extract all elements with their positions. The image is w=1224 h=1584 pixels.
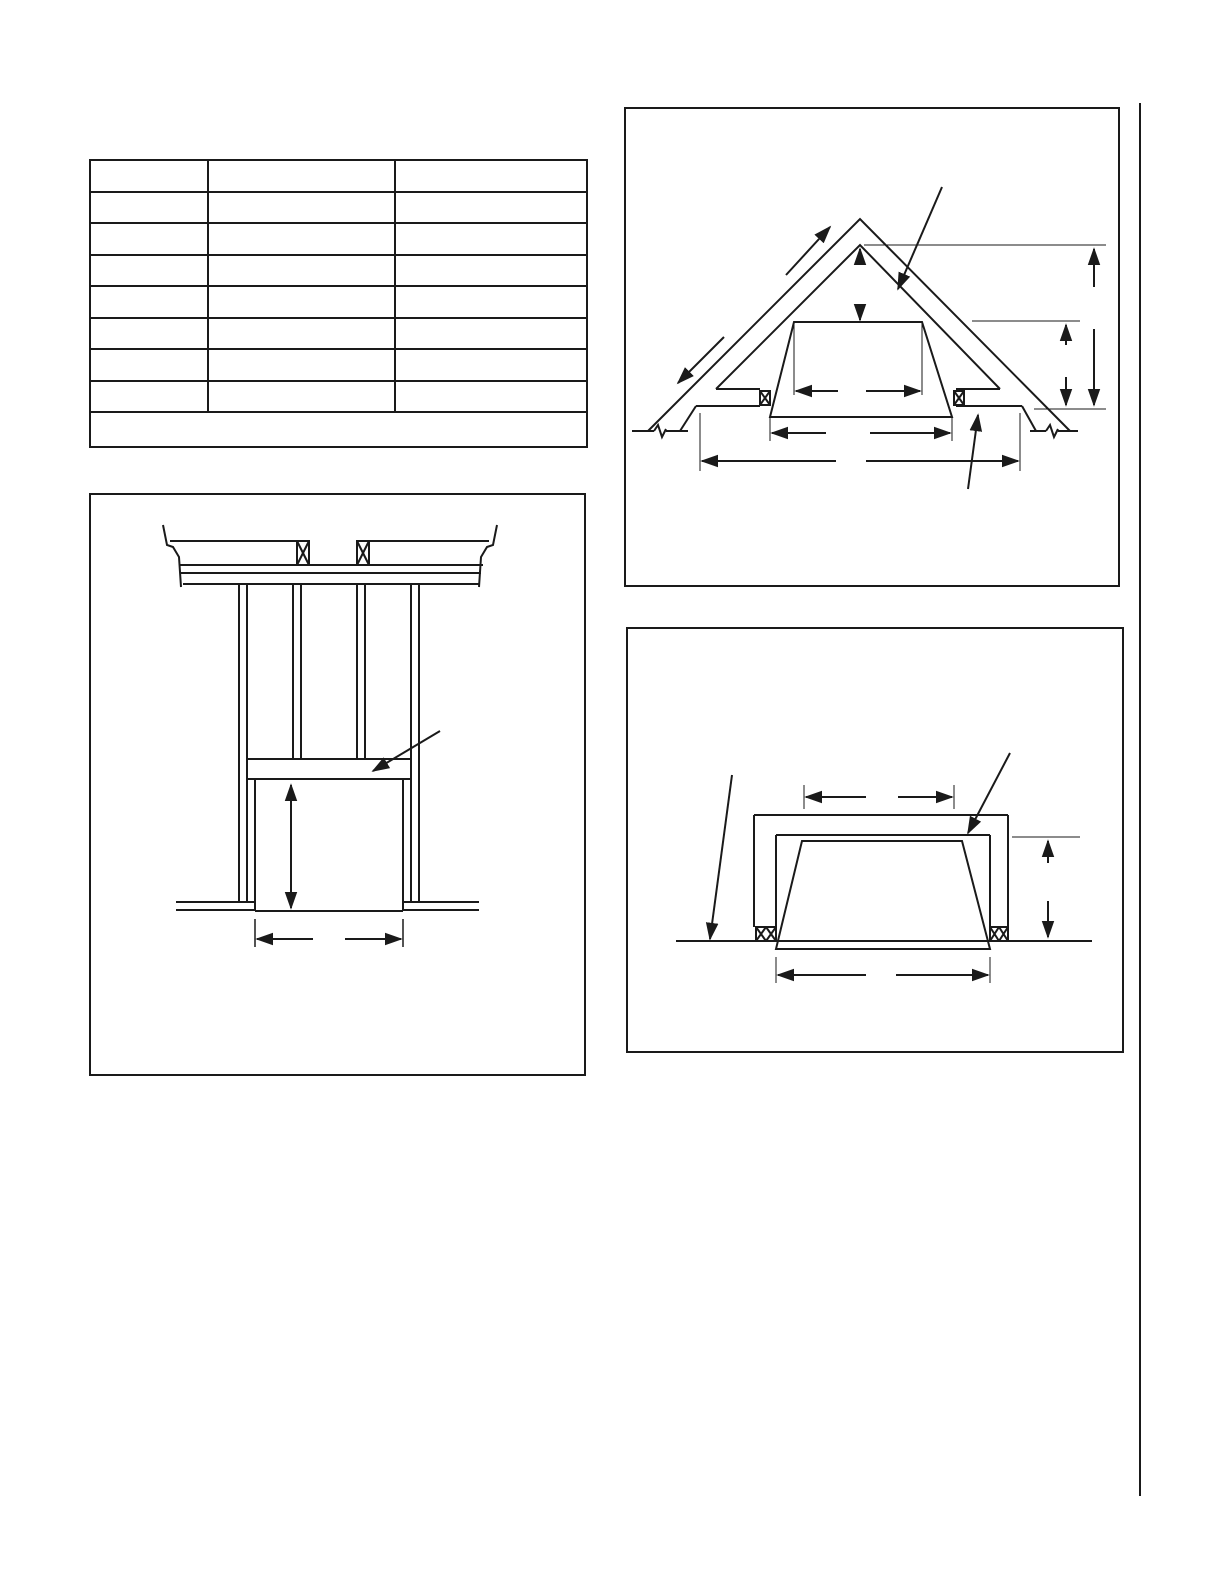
table-cell xyxy=(90,255,208,287)
table-cell xyxy=(208,223,396,255)
table-cell xyxy=(90,160,208,192)
table-cell xyxy=(90,381,208,413)
table-cell xyxy=(90,223,208,255)
table-cell xyxy=(208,381,396,413)
table-row xyxy=(90,286,587,318)
table-cell xyxy=(208,286,396,318)
table-cell xyxy=(208,255,396,287)
table-cell xyxy=(395,223,587,255)
table-row xyxy=(90,223,587,255)
table-cell xyxy=(395,381,587,413)
table-cell xyxy=(395,255,587,287)
table-cell xyxy=(208,192,396,224)
flat-chase-figure xyxy=(626,627,1124,1053)
flat-chase-diagram xyxy=(628,629,1122,1051)
peaked-chase-figure xyxy=(624,107,1120,587)
table-cell xyxy=(208,318,396,350)
table-row xyxy=(90,160,587,192)
table-cell xyxy=(90,349,208,381)
framing-diagram xyxy=(91,495,584,1074)
table-cell xyxy=(90,318,208,350)
table-row xyxy=(90,192,587,224)
table-note xyxy=(90,412,587,447)
table-note-row xyxy=(90,412,587,447)
table-cell xyxy=(395,318,587,350)
table-cell xyxy=(90,286,208,318)
framing-diagram-figure xyxy=(89,493,586,1076)
table-row xyxy=(90,381,587,413)
page-margin-rule xyxy=(1139,103,1141,1496)
table-cell xyxy=(208,160,396,192)
table-cell xyxy=(395,192,587,224)
table-cell xyxy=(395,286,587,318)
table-row xyxy=(90,349,587,381)
table-cell xyxy=(90,192,208,224)
table-cell xyxy=(395,160,587,192)
table-row xyxy=(90,255,587,287)
table-cell xyxy=(208,349,396,381)
table-row xyxy=(90,318,587,350)
peaked-chase-diagram xyxy=(626,109,1118,585)
dimension-table xyxy=(89,159,588,448)
table-cell xyxy=(395,349,587,381)
